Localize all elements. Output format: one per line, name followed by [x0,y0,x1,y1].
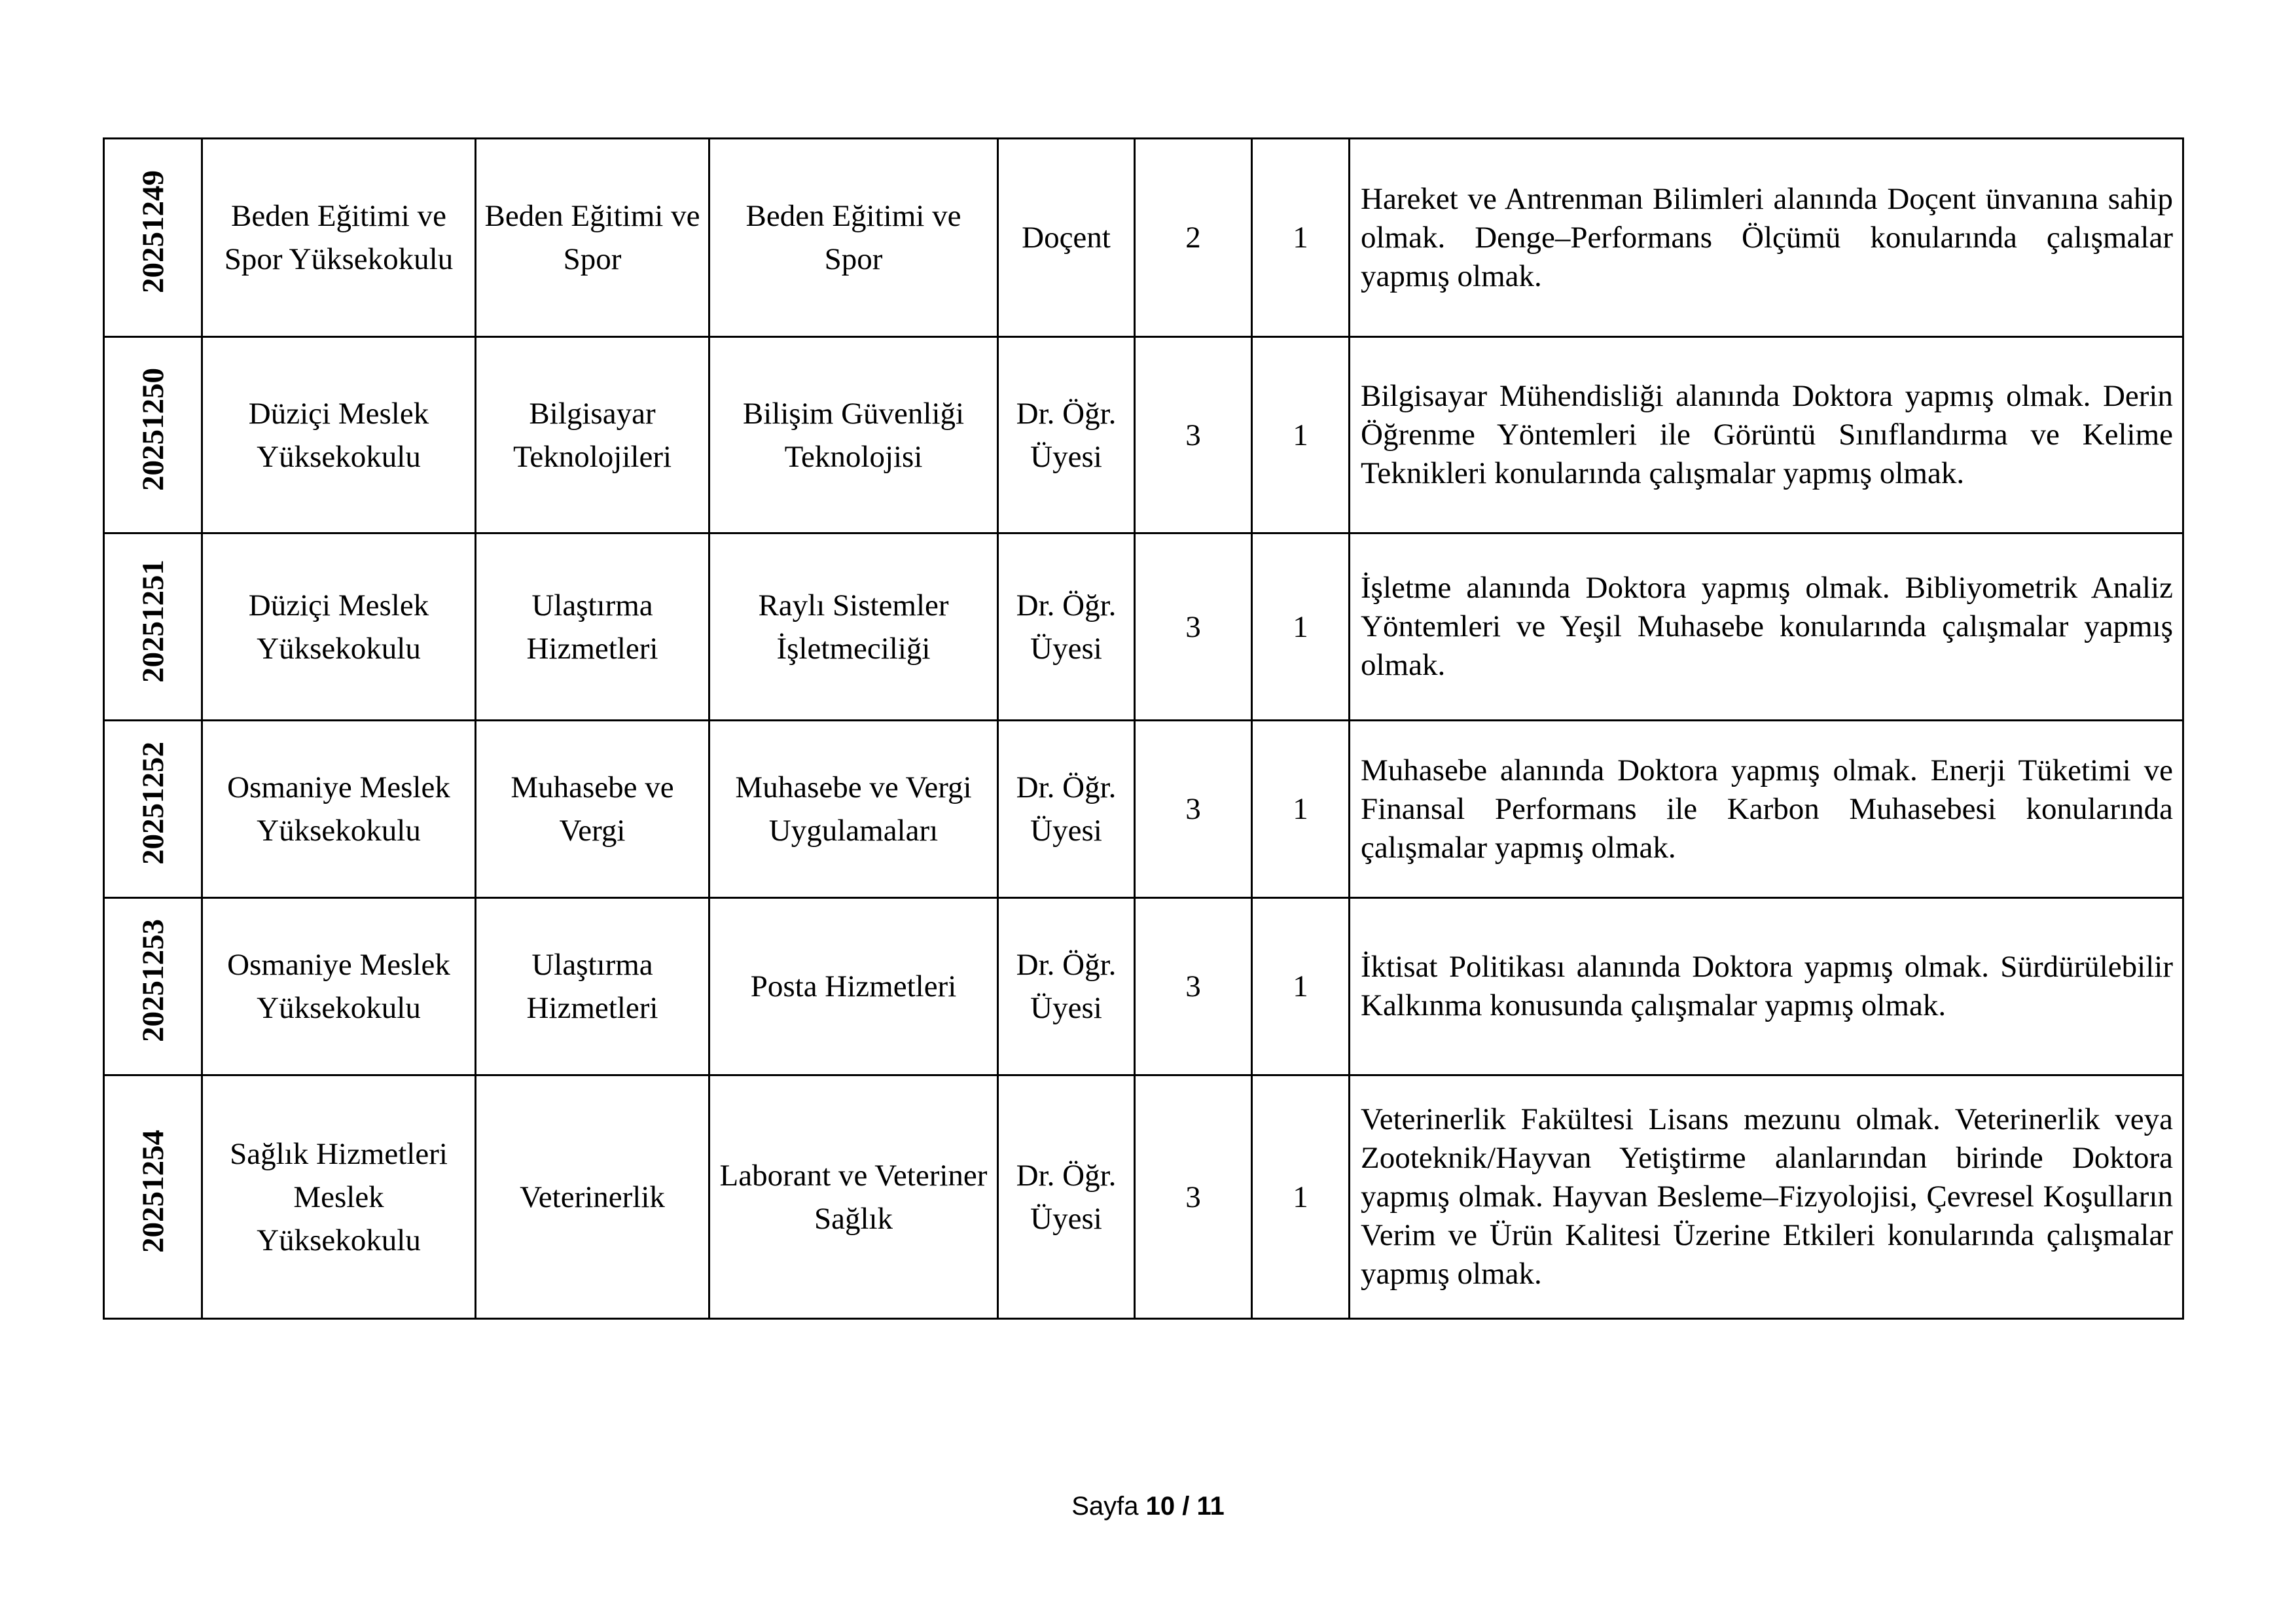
program-cell: Raylı Sistemler İşletmeciliği [709,533,998,721]
count-cell: 1 [1252,337,1350,533]
table-row [104,139,2183,337]
title-cell: Dr. Öğr. Üyesi [998,533,1135,721]
count-cell: 1 [1252,898,1350,1075]
conditions-cell: Hareket ve Antrenman Bilimleri alanında Doçent ünvanına sahip olmak. Denge–Performans Ölçümü konularında çalışmalar yapmış olmak. [1350,139,2183,337]
conditions-cell: Veterinerlik Fakültesi Lisans mezunu olmak. Veterinerlik veya Zooteknik/Hayvan Yetiştirme alanlarından birinde Doktora yapmış olmak. Hayvan Besleme–Fizyolojisi, Çevresel Koşulların Verim ve Ürün Kalitesi Üzerine Etkileri konularında çalışmalar yapmış olmak. [1350,1075,2183,1319]
title-cell: Dr. Öğr. Üyesi [998,898,1135,1075]
unit-cell: Düziçi Meslek Yüksekokulu [202,337,476,533]
count-cell: 1 [1252,721,1350,898]
conditions-cell: İşletme alanında Doktora yapmış olmak. Bibliyometrik Analiz Yöntemleri ve Yeşil Muhasebe konularında çalışmalar yapmış olmak. [1350,533,2183,721]
department-cell: Veterinerlik [476,1075,709,1319]
count-cell: 1 [1252,139,1350,337]
count-cell: 1 [1252,1075,1350,1319]
department-cell: Beden Eğitimi ve Spor [476,139,709,337]
position-code-cell [104,1075,202,1319]
department-cell: Bilgisayar Teknolojileri [476,337,709,533]
position-code: 20251253 [135,919,170,1042]
position-code: 20251254 [135,1129,170,1253]
program-cell: Bilişim Güvenliği Teknolojisi [709,337,998,533]
unit-cell: Beden Eğitimi ve Spor Yüksekokulu [202,139,476,337]
title-cell: Dr. Öğr. Üyesi [998,337,1135,533]
degree-cell: 3 [1135,1075,1252,1319]
title-cell: Doçent [998,139,1135,337]
page-footer [0,1490,2296,1523]
table-row [104,337,2183,533]
degree-cell: 3 [1135,337,1252,533]
position-code-cell [104,898,202,1075]
department-cell: Ulaştırma Hizmetleri [476,533,709,721]
position-code: 20251250 [135,367,170,491]
program-cell: Muhasebe ve Vergi Uygulamaları [709,721,998,898]
position-code-cell [104,533,202,721]
position-code-cell [104,721,202,898]
title-cell: Dr. Öğr. Üyesi [998,1075,1135,1319]
page-total: 11 [1196,1492,1225,1521]
page-separator: / [1182,1492,1190,1521]
degree-cell: 3 [1135,898,1252,1075]
position-code-cell [104,337,202,533]
positions-table [103,137,2184,1320]
unit-cell: Düziçi Meslek Yüksekokulu [202,533,476,721]
page-label: Sayfa [1071,1492,1139,1521]
degree-cell: 3 [1135,533,1252,721]
position-code: 20251249 [135,170,170,293]
table-row [104,533,2183,721]
table-row [104,1075,2183,1319]
count-cell: 1 [1252,533,1350,721]
table-row [104,721,2183,898]
table-row [104,898,2183,1075]
position-code: 20251251 [135,559,170,683]
title-cell: Dr. Öğr. Üyesi [998,721,1135,898]
conditions-cell: Bilgisayar Mühendisliği alanında Doktora yapmış olmak. Derin Öğrenme Yöntemleri ile Görüntü Sınıflandırma ve Kelime Teknikleri konularında çalışmalar yapmış olmak. [1350,337,2183,533]
conditions-cell: İktisat Politikası alanında Doktora yapmış olmak. Sürdürülebilir Kalkınma konusunda çalışmalar yapmış olmak. [1350,898,2183,1075]
degree-cell: 2 [1135,139,1252,337]
position-code: 20251252 [135,742,170,865]
program-cell: Laborant ve Veteriner Sağlık [709,1075,998,1319]
degree-cell: 3 [1135,721,1252,898]
unit-cell: Osmaniye Meslek Yüksekokulu [202,898,476,1075]
page-current: 10 [1145,1492,1175,1521]
department-cell: Muhasebe ve Vergi [476,721,709,898]
position-code-cell [104,139,202,337]
unit-cell: Sağlık Hizmetleri Meslek Yüksekokulu [202,1075,476,1319]
unit-cell: Osmaniye Meslek Yüksekokulu [202,721,476,898]
conditions-cell: Muhasebe alanında Doktora yapmış olmak. Enerji Tüketimi ve Finansal Performans ile Karbon Muhasebesi konularında çalışmalar yapmış olmak. [1350,721,2183,898]
department-cell: Ulaştırma Hizmetleri [476,898,709,1075]
program-cell: Beden Eğitimi ve Spor [709,139,998,337]
positions-table-container [103,137,2182,1320]
program-cell: Posta Hizmetleri [709,898,998,1075]
